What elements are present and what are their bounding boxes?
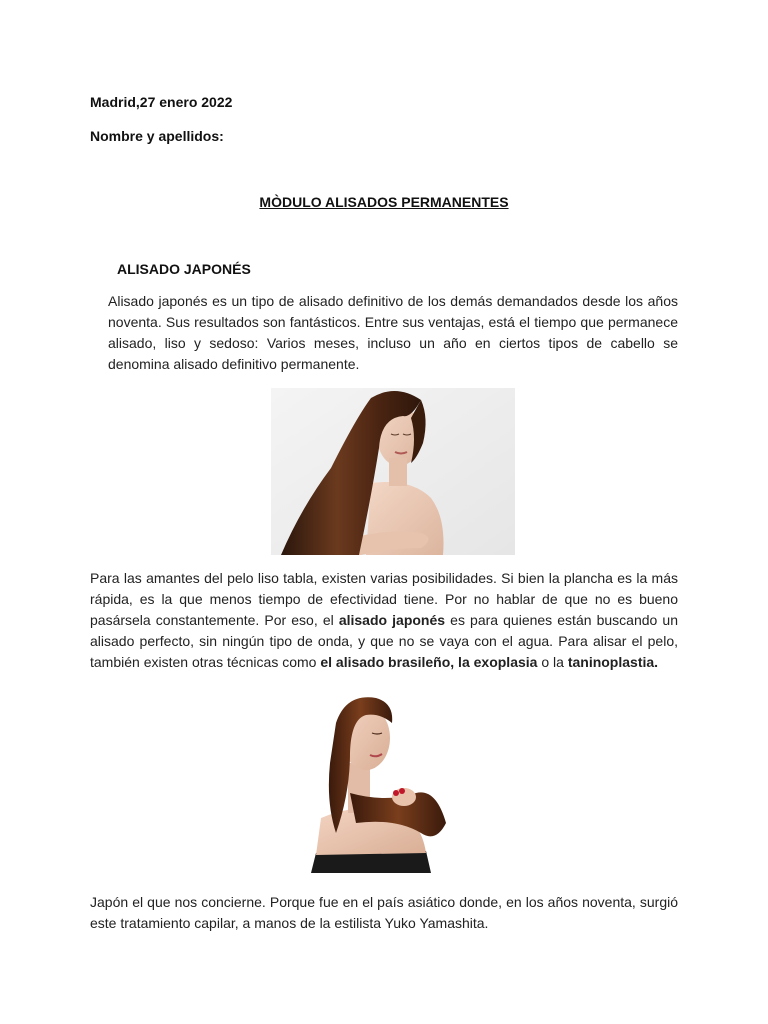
name-label: Nombre y apellidos:: [90, 128, 224, 144]
paragraph-origin: Japón el que nos concierne. Porque fue en el país asiático donde, en los años noventa, surgió este tratamiento capilar, a manos de la estilista Yuko Yamashita.: [90, 894, 678, 931]
section-title: ALISADO JAPONÉS: [117, 261, 251, 277]
bold-other-techniques: el alisado brasileño, la exoplasia: [320, 654, 538, 670]
woman-holding-hair-photo: [296, 693, 489, 873]
document-date: Madrid,27 enero 2022: [90, 94, 233, 110]
woman-long-straight-hair-photo: [271, 388, 515, 555]
page-title: MÒDULO ALISADOS PERMANENTES: [259, 194, 509, 210]
paragraph-options-text-1: Para las amantes del pelo liso tabla, existen varias posibilidades. Si bien la plancha es la más rápida, es la que menos tiempo de efectividad tiene. Por no hablar de que no es bueno pasársela constantemente. Por eso, el: [90, 570, 678, 628]
paragraph-options-text-2: es para quienes están buscando un alisado perfecto, sin ningún tipo de onda, y que no se vaya con el agua. Para alisar el pelo, también existen otras técnicas como: [90, 612, 678, 670]
paragraph-options: [90, 568, 678, 673]
bold-taninoplastia: taninoplastia.: [567, 654, 659, 670]
bold-alisado-japones: alisado japonés: [338, 612, 446, 628]
paragraph-intro: Alisado japonés es un tipo de alisado definitivo de los demás demandados desde los años noventa. Sus resultados son fantásticos. Entre sus ventajas, está el tiempo que permanece alisado, liso y sedoso: Varios meses, incluso un año en ciertos tipos de cabello se denomina alisado definitivo permanente.: [108, 293, 678, 372]
paragraph-options-text-3: o la: [537, 654, 568, 670]
